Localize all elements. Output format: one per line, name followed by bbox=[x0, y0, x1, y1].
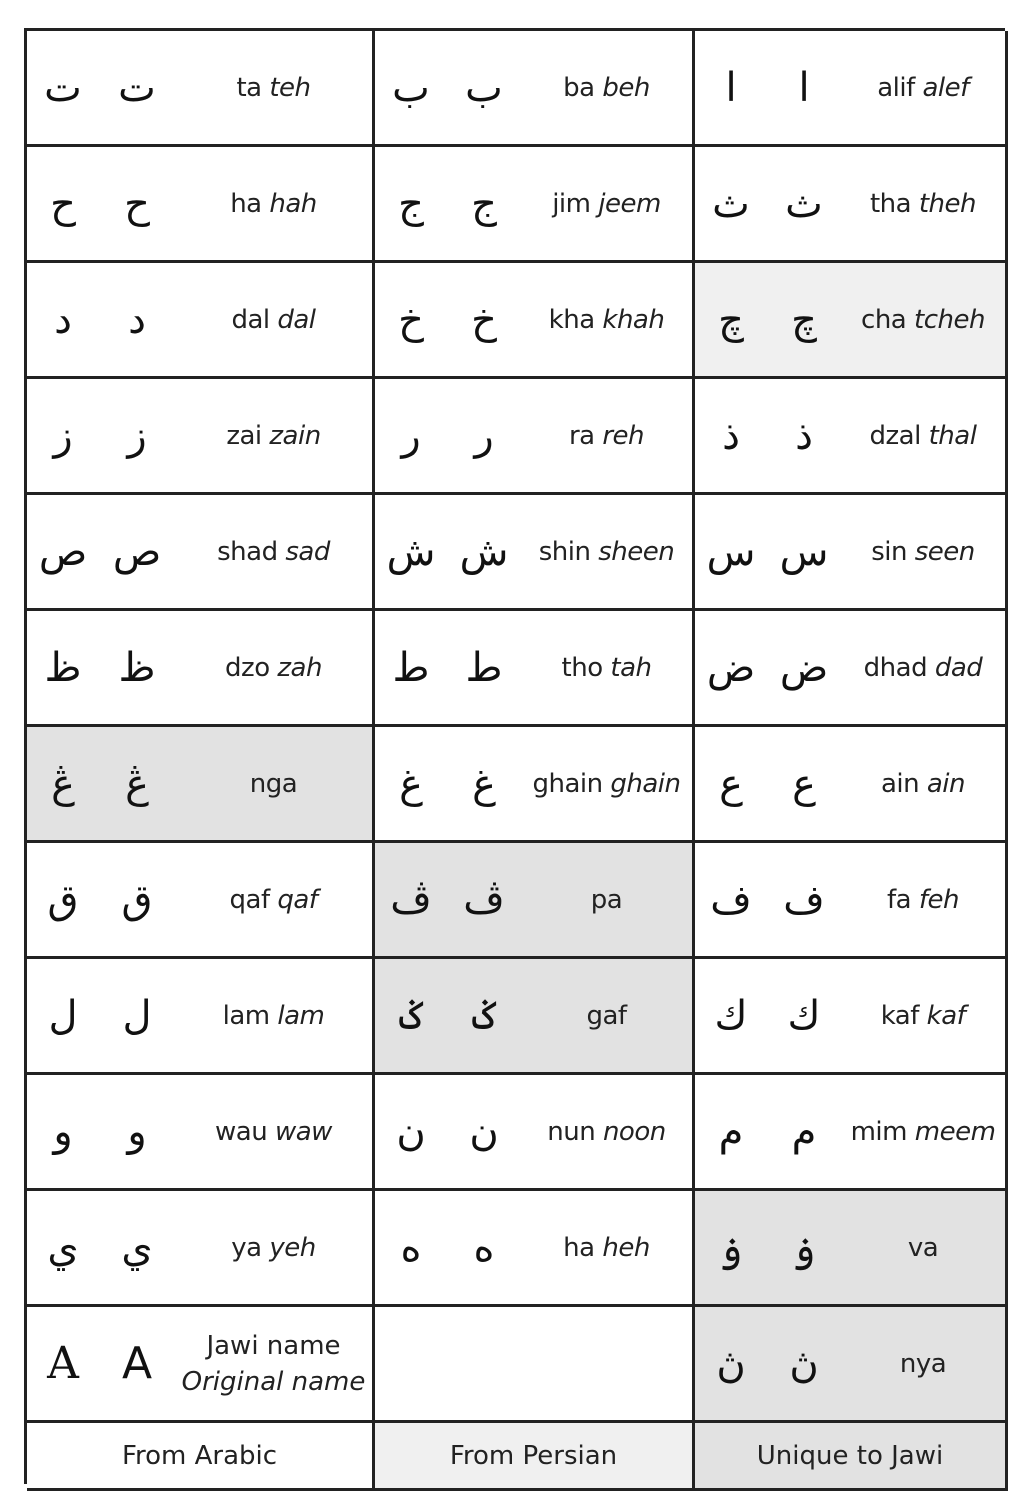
letter-name bbox=[175, 653, 372, 683]
letter-form-isolated: ر bbox=[474, 412, 494, 459]
legend-text bbox=[175, 1328, 372, 1400]
original-name: noon bbox=[602, 1116, 666, 1147]
letter-form-initial: ك bbox=[714, 992, 748, 1039]
letter-form-isolated: ز bbox=[127, 412, 147, 459]
letter-form-isolated: غ bbox=[472, 760, 496, 807]
letter-name bbox=[841, 73, 1005, 103]
letter-form-isolated: چ bbox=[791, 296, 817, 343]
letter-name bbox=[175, 305, 372, 335]
original-name: zain bbox=[269, 420, 321, 451]
letter-form-isolated: ݢ bbox=[472, 992, 496, 1039]
jawi-name: gaf bbox=[586, 1000, 627, 1031]
letter-cell bbox=[375, 611, 695, 727]
original-name: beh bbox=[602, 72, 650, 103]
original-name: yeh bbox=[269, 1232, 316, 1263]
original-name: seen bbox=[914, 536, 975, 567]
letter-cell bbox=[695, 31, 1008, 147]
letter-cell bbox=[695, 1075, 1008, 1191]
letter-form-initial: ض bbox=[706, 644, 756, 691]
jawi-name: pa bbox=[590, 884, 623, 915]
letter-form-isolated: ۏ bbox=[792, 1224, 816, 1271]
original-name: theh bbox=[918, 188, 977, 219]
original-name: dal bbox=[277, 304, 316, 335]
letter-name bbox=[521, 653, 692, 683]
original-name: lam bbox=[277, 1000, 325, 1031]
jawi-name: shad bbox=[217, 536, 278, 567]
letter-cell bbox=[375, 31, 695, 147]
letter-name bbox=[841, 885, 1005, 915]
letter-form-isolated: ش bbox=[459, 528, 509, 575]
legend-jawi-label: Jawi name bbox=[206, 1330, 341, 1361]
letter-form-initial: ي bbox=[47, 1224, 79, 1271]
jawi-name: cha bbox=[861, 304, 907, 335]
jawi-name: zai bbox=[226, 420, 262, 451]
jawi-name: sin bbox=[871, 536, 907, 567]
letter-cell-nya bbox=[695, 1307, 1008, 1423]
letter-form-initial: م bbox=[718, 1108, 744, 1155]
letter-name bbox=[841, 1233, 1005, 1263]
footer-unique-to-jawi: Unique to Jawi bbox=[695, 1423, 1008, 1491]
jawi-name: dzo bbox=[225, 652, 270, 683]
letter-name bbox=[841, 421, 1005, 451]
original-name: zah bbox=[277, 652, 322, 683]
original-name: tcheh bbox=[914, 304, 985, 335]
legend-cell bbox=[27, 1307, 375, 1423]
original-name: qaf bbox=[277, 884, 318, 915]
letter-name bbox=[521, 73, 692, 103]
letter-form-isolated: ت bbox=[118, 64, 156, 111]
letter-form-isolated: ك bbox=[787, 992, 821, 1039]
letter-form-initial: ط bbox=[392, 644, 430, 691]
letter-cell bbox=[695, 147, 1008, 263]
letter-name bbox=[521, 537, 692, 567]
jawi-name: alif bbox=[877, 72, 915, 103]
original-name: sheen bbox=[598, 536, 675, 567]
letter-form-isolated: م bbox=[791, 1108, 817, 1155]
letter-name bbox=[175, 1001, 372, 1031]
letter-cell bbox=[375, 495, 695, 611]
letter-form-isolated: ث bbox=[785, 180, 823, 227]
letter-form-initial: ع bbox=[719, 760, 743, 807]
letter-form-isolated: و bbox=[127, 1108, 147, 1155]
letter-name bbox=[175, 769, 372, 799]
original-name: tah bbox=[610, 652, 652, 683]
original-name: waw bbox=[274, 1116, 332, 1147]
letter-cell bbox=[695, 263, 1008, 379]
letter-cell bbox=[375, 1191, 695, 1307]
original-name: heh bbox=[602, 1232, 650, 1263]
letter-name bbox=[175, 73, 372, 103]
letter-form-isolated: ح bbox=[124, 180, 150, 227]
letter-form-initial: ݢ bbox=[399, 992, 423, 1039]
letter-cell bbox=[375, 727, 695, 843]
letter-cell bbox=[375, 379, 695, 495]
original-name: kaf bbox=[926, 1000, 966, 1031]
letter-form-initial: چ bbox=[718, 296, 744, 343]
letter-form-initial: د bbox=[54, 296, 72, 343]
letter-form-isolated: ڽ bbox=[789, 1340, 819, 1387]
original-name: feh bbox=[918, 884, 959, 915]
letter-form-isolated: ف bbox=[783, 876, 825, 923]
letter-form-isolated: خ bbox=[471, 296, 497, 343]
letter-cell bbox=[695, 611, 1008, 727]
letter-cell bbox=[375, 1075, 695, 1191]
letter-form-initial: ر bbox=[401, 412, 421, 459]
letter-form-initial: ل bbox=[48, 992, 78, 1039]
legend-original-label: Original name bbox=[181, 1366, 366, 1397]
letter-form-isolated: ض bbox=[779, 644, 829, 691]
letter-form-isolated: ج bbox=[471, 180, 497, 227]
letter-cell bbox=[375, 843, 695, 959]
letter-form-isolated: ل bbox=[122, 992, 152, 1039]
jawi-name: kaf bbox=[880, 1000, 919, 1031]
letter-form-isolated: ص bbox=[112, 528, 162, 575]
jawi-name: nun bbox=[547, 1116, 596, 1147]
letter-form-initial: ه bbox=[400, 1224, 422, 1271]
letter-form-isolated: ن bbox=[469, 1108, 499, 1155]
letter-name bbox=[175, 1233, 372, 1263]
letter-form-isolated: ڤ bbox=[463, 876, 505, 923]
letter-name bbox=[521, 1117, 692, 1147]
jawi-name: ra bbox=[568, 420, 595, 451]
letter-cell bbox=[27, 263, 375, 379]
letter-form-isolated: ڠ bbox=[125, 760, 149, 807]
letter-name bbox=[521, 885, 692, 915]
jawi-name: ain bbox=[880, 768, 920, 799]
jawi-name: jim bbox=[552, 188, 591, 219]
letter-form-initial: ڤ bbox=[390, 876, 432, 923]
letter-cell bbox=[27, 1191, 375, 1307]
letter-form-initial: ا bbox=[725, 64, 737, 111]
jawi-name: dal bbox=[231, 304, 270, 335]
letter-cell bbox=[695, 495, 1008, 611]
letter-form-initial: ڠ bbox=[51, 760, 75, 807]
letter-form-isolated: ا bbox=[798, 64, 810, 111]
letter-cell bbox=[695, 727, 1008, 843]
letter-name: nya bbox=[899, 1348, 947, 1379]
letter-name bbox=[175, 421, 372, 451]
letter-name bbox=[175, 537, 372, 567]
letter-cell bbox=[695, 379, 1008, 495]
letter-cell bbox=[27, 727, 375, 843]
letter-form-initial: ز bbox=[53, 412, 73, 459]
legend-glyph-sans: A bbox=[121, 1337, 153, 1389]
letter-name bbox=[521, 305, 692, 335]
jawi-name: fa bbox=[887, 884, 912, 915]
letter-name bbox=[521, 189, 692, 219]
jawi-name: ya bbox=[231, 1232, 262, 1263]
letter-form-initial: ن bbox=[396, 1108, 426, 1155]
letter-form-isolated: ي bbox=[121, 1224, 153, 1271]
letter-form-initial: ڽ bbox=[716, 1340, 746, 1387]
original-name: hah bbox=[269, 188, 317, 219]
letter-name bbox=[521, 769, 692, 799]
letter-cell bbox=[695, 1191, 1008, 1307]
letter-form-initial: ج bbox=[398, 180, 424, 227]
letter-name bbox=[521, 1001, 692, 1031]
letter-name bbox=[175, 885, 372, 915]
letter-name bbox=[841, 653, 1005, 683]
letter-form-initial: خ bbox=[398, 296, 424, 343]
letter-form-initial: ب bbox=[392, 64, 430, 111]
letter-cell bbox=[27, 147, 375, 263]
jawi-name: va bbox=[907, 1232, 939, 1263]
letter-cell bbox=[375, 263, 695, 379]
jawi-name: lam bbox=[222, 1000, 270, 1031]
letter-name bbox=[841, 1001, 1005, 1031]
jawi-name: wau bbox=[215, 1116, 268, 1147]
original-name: jeem bbox=[598, 188, 661, 219]
jawi-name: tho bbox=[561, 652, 603, 683]
letter-form-isolated: ظ bbox=[118, 644, 156, 691]
letter-name bbox=[841, 1117, 1005, 1147]
letter-form-initial: ص bbox=[38, 528, 88, 575]
jawi-name: shin bbox=[538, 536, 591, 567]
letter-name bbox=[841, 189, 1005, 219]
letter-name bbox=[841, 769, 1005, 799]
jawi-name: mim bbox=[850, 1116, 907, 1147]
letter-name bbox=[521, 1233, 692, 1263]
letter-form-initial: غ bbox=[399, 760, 423, 807]
jawi-name: qaf bbox=[229, 884, 270, 915]
letter-form-initial: ت bbox=[44, 64, 82, 111]
jawi-name: ba bbox=[563, 72, 595, 103]
original-name: khah bbox=[602, 304, 665, 335]
letter-cell bbox=[375, 147, 695, 263]
letter-cell bbox=[27, 959, 375, 1075]
letter-form-isolated: د bbox=[128, 296, 146, 343]
original-name: thal bbox=[928, 420, 977, 451]
original-name: sad bbox=[285, 536, 330, 567]
letter-cell bbox=[27, 611, 375, 727]
footer-from-persian: From Persian bbox=[375, 1423, 695, 1491]
jawi-name: dzal bbox=[869, 420, 921, 451]
jawi-name: ha bbox=[230, 188, 262, 219]
letter-cell bbox=[375, 959, 695, 1075]
letter-form-isolated: س bbox=[779, 528, 829, 575]
original-name: alef bbox=[922, 72, 969, 103]
letter-form-initial: ح bbox=[50, 180, 76, 227]
original-name: ain bbox=[926, 768, 966, 799]
original-name: meem bbox=[914, 1116, 996, 1147]
letter-form-initial: ش bbox=[386, 528, 436, 575]
letter-form-isolated: ب bbox=[465, 64, 503, 111]
jawi-name: ta bbox=[236, 72, 262, 103]
letter-cell bbox=[27, 495, 375, 611]
letter-cell bbox=[27, 1075, 375, 1191]
jawi-name: dhad bbox=[863, 652, 928, 683]
letter-form-initial: ق bbox=[47, 876, 79, 923]
jawi-name: ghain bbox=[532, 768, 603, 799]
letter-form-initial: ف bbox=[710, 876, 752, 923]
letter-name bbox=[521, 421, 692, 451]
jawi-name: kha bbox=[548, 304, 595, 335]
letter-cell bbox=[695, 959, 1008, 1075]
letter-cell bbox=[27, 843, 375, 959]
letter-form-initial: و bbox=[53, 1108, 73, 1155]
original-name: teh bbox=[269, 72, 311, 103]
jawi-alphabet-table bbox=[24, 28, 1005, 1484]
legend-glyph-serif: A bbox=[47, 1337, 79, 1389]
letter-form-isolated: ع bbox=[792, 760, 816, 807]
letter-name bbox=[841, 537, 1005, 567]
jawi-name: tha bbox=[869, 188, 912, 219]
letter-form-isolated: ذ bbox=[795, 412, 813, 459]
original-name: ghain bbox=[610, 768, 681, 799]
jawi-name: ha bbox=[563, 1232, 595, 1263]
letter-cell bbox=[27, 31, 375, 147]
letter-name bbox=[175, 1117, 372, 1147]
empty-cell bbox=[375, 1307, 695, 1423]
letter-cell bbox=[695, 843, 1008, 959]
letter-form-initial: ث bbox=[712, 180, 750, 227]
original-name: reh bbox=[602, 420, 645, 451]
original-name: dad bbox=[934, 652, 983, 683]
letter-form-initial: ۏ bbox=[719, 1224, 743, 1271]
letter-form-isolated: ق bbox=[121, 876, 153, 923]
letter-form-initial: ظ bbox=[44, 644, 82, 691]
footer-from-arabic: From Arabic bbox=[27, 1423, 375, 1491]
letter-form-initial: ذ bbox=[722, 412, 740, 459]
letter-cell bbox=[27, 379, 375, 495]
letter-name bbox=[175, 189, 372, 219]
jawi-name: nga bbox=[249, 768, 298, 799]
letter-form-isolated: ه bbox=[473, 1224, 495, 1271]
letter-form-initial: س bbox=[706, 528, 756, 575]
letter-form-isolated: ط bbox=[465, 644, 503, 691]
letter-name bbox=[841, 305, 1005, 335]
